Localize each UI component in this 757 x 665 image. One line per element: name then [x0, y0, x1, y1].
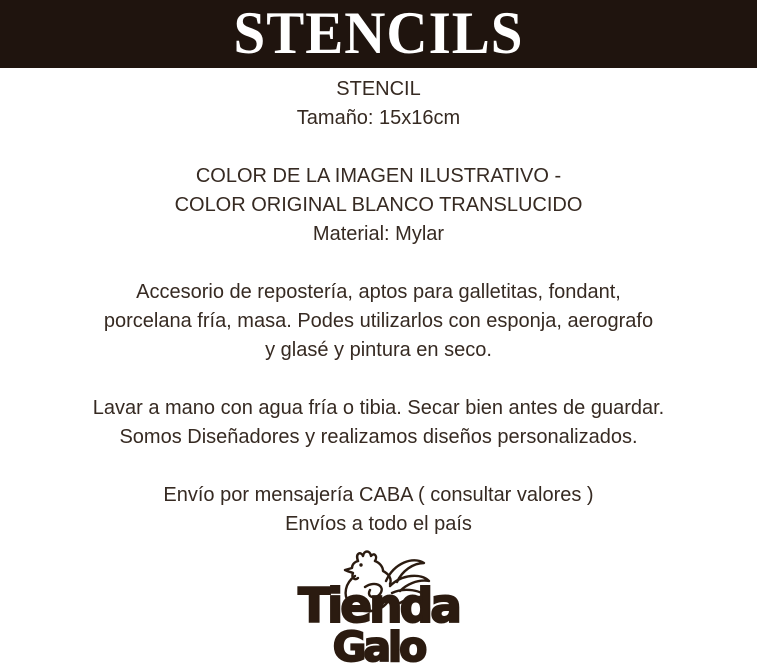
brand-name-line-1: Tienda	[298, 579, 459, 634]
page-title: STENCILS	[233, 0, 524, 67]
product-name: STENCIL	[336, 78, 421, 100]
spec-material: Material: Mylar	[312, 223, 445, 245]
spacer	[0, 249, 757, 278]
spec-color-line-2: COLOR ORIGINAL BLANCO TRANSLUCIDO	[174, 194, 583, 216]
spacer	[0, 133, 757, 162]
spec-color-line-1: COLOR DE LA IMAGEN ILUSTRATIVO -	[195, 165, 562, 187]
product-size: Tamaño: 15x16cm	[296, 107, 461, 129]
shipping-line-1: Envío por mensajería CABA ( consultar valores )	[163, 484, 594, 506]
spacer	[0, 365, 757, 394]
care-line-2: Somos Diseñadores y realizamos diseños personalizados.	[119, 426, 638, 448]
shipping-line-2: Envíos a todo el país	[285, 513, 472, 535]
title-banner	[0, 0, 757, 68]
spacer	[0, 452, 757, 481]
usage-line-2: porcelana fría, masa. Podes utilizarlos con esponja, aerografo	[103, 310, 654, 332]
description-body	[0, 68, 757, 539]
brand-name-line-2: Galo	[332, 623, 425, 665]
brand-logo	[0, 546, 757, 665]
care-line-1: Lavar a mano con agua fría o tibia. Secar bien antes de guardar.	[92, 397, 665, 419]
usage-line-3: y glasé y pintura en seco.	[265, 339, 492, 361]
usage-line-1: Accesorio de repostería, aptos para galletitas, fondant,	[136, 281, 621, 303]
